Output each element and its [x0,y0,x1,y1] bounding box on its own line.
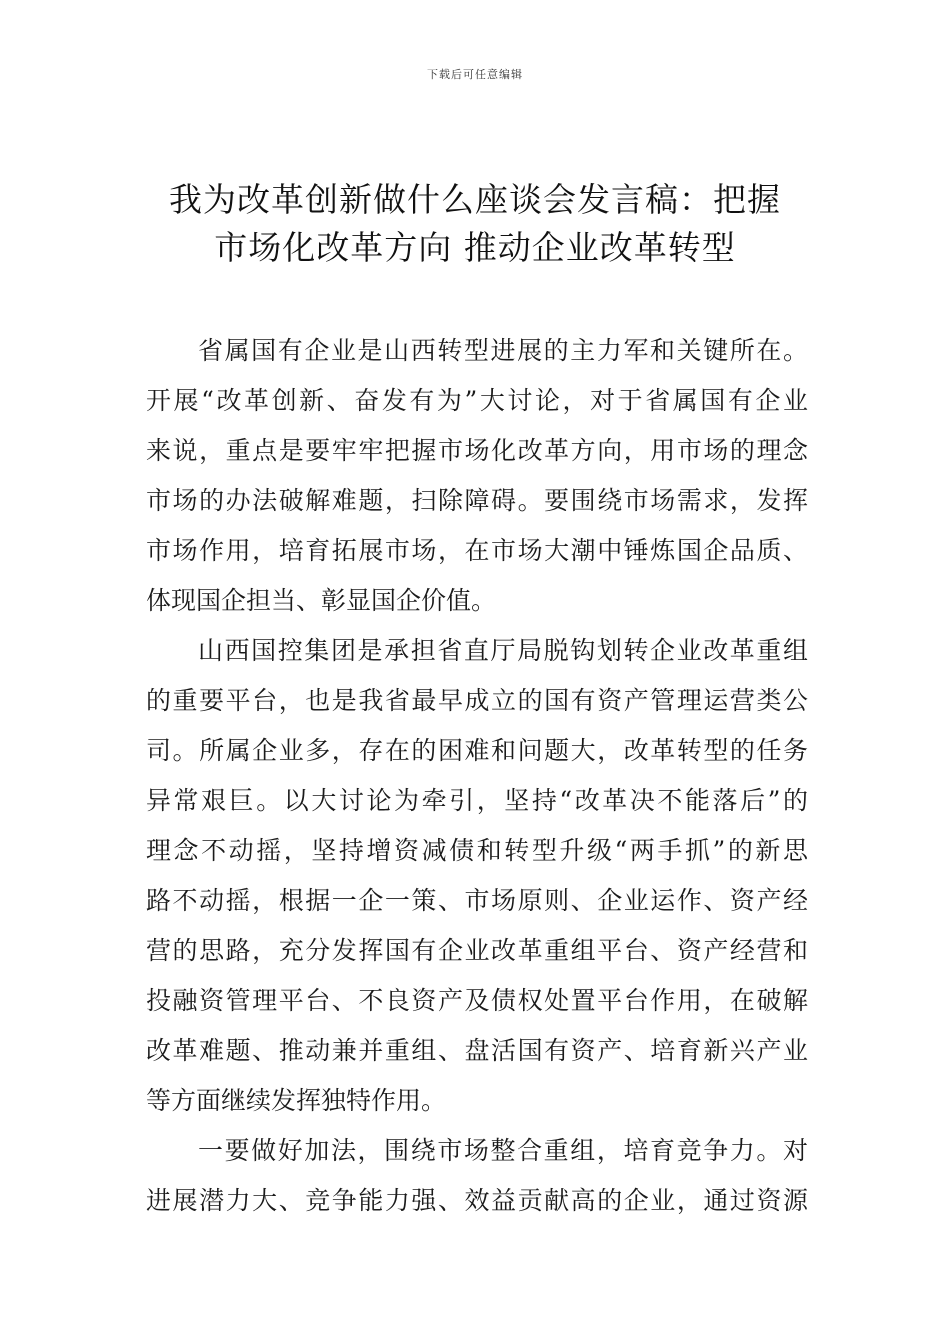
paragraph-line: 改革难题、推动兼并重组、盘活国有资产、培育新兴产业 [146,1036,808,1065]
paragraph-line: 营的思路，充分发挥国有企业改革重组平台、资产经营和 [146,936,808,965]
paragraph-line: 投融资管理平台、不良资产及债权处置平台作用，在破解 [146,986,808,1015]
paragraph-line: 等方面继续发挥独特作用。 [146,1086,447,1115]
paragraph-line: 来说，重点是要牢牢把握市场化改革方向，用市场的理念 [146,436,808,465]
document-body [146,326,808,1226]
paragraph-line: 异常艰巨。以大讨论为牵引，坚持“改革决不能落后”的 [146,786,808,815]
title-line: 我为改革创新做什么座谈会发言稿：把握 [169,180,781,219]
paragraph-line: 体现国企担当、彰显国企价值。 [146,586,497,615]
paragraph-line: 司。所属企业多，存在的困难和问题大，改革转型的任务 [146,736,808,765]
paragraph-line: 路不动摇，根据一企一策、市场原则、企业运作、资产经 [146,886,808,915]
title-line: 市场化改革方向 推动企业改革转型 [214,228,736,267]
paragraph-3 [146,1126,808,1226]
paragraph-line: 开展“改革创新、奋发有为”大讨论，对于省属国有企业 [146,386,808,415]
document-title [100,176,850,272]
paragraph-line: 市场的办法破解难题，扫除障碍。要围绕市场需求，发挥 [146,486,808,515]
paragraph-1 [146,326,808,626]
paragraph-line: 市场作用，培育拓展市场，在市场大潮中锤炼国企品质、 [146,536,808,565]
paragraph-line: 进展潜力大、竞争能力强、效益贡献高的企业，通过资源 [146,1186,808,1215]
paragraph-line: 省属国有企业是山西转型进展的主力军和关键所在。 [198,336,808,365]
paragraph-line: 山西国控集团是承担省直厅局脱钩划转企业改革重组 [198,636,808,665]
paragraph-line: 的重要平台，也是我省最早成立的国有资产管理运营类公 [146,686,808,715]
paragraph-line: 一要做好加法，围绕市场整合重组，培育竞争力。对 [198,1136,808,1165]
header-note: 下载后可任意编辑 [427,68,523,81]
paragraph-2 [146,626,808,1126]
paragraph-line: 理念不动摇，坚持增资减债和转型升级“两手抓”的新思 [146,836,808,865]
